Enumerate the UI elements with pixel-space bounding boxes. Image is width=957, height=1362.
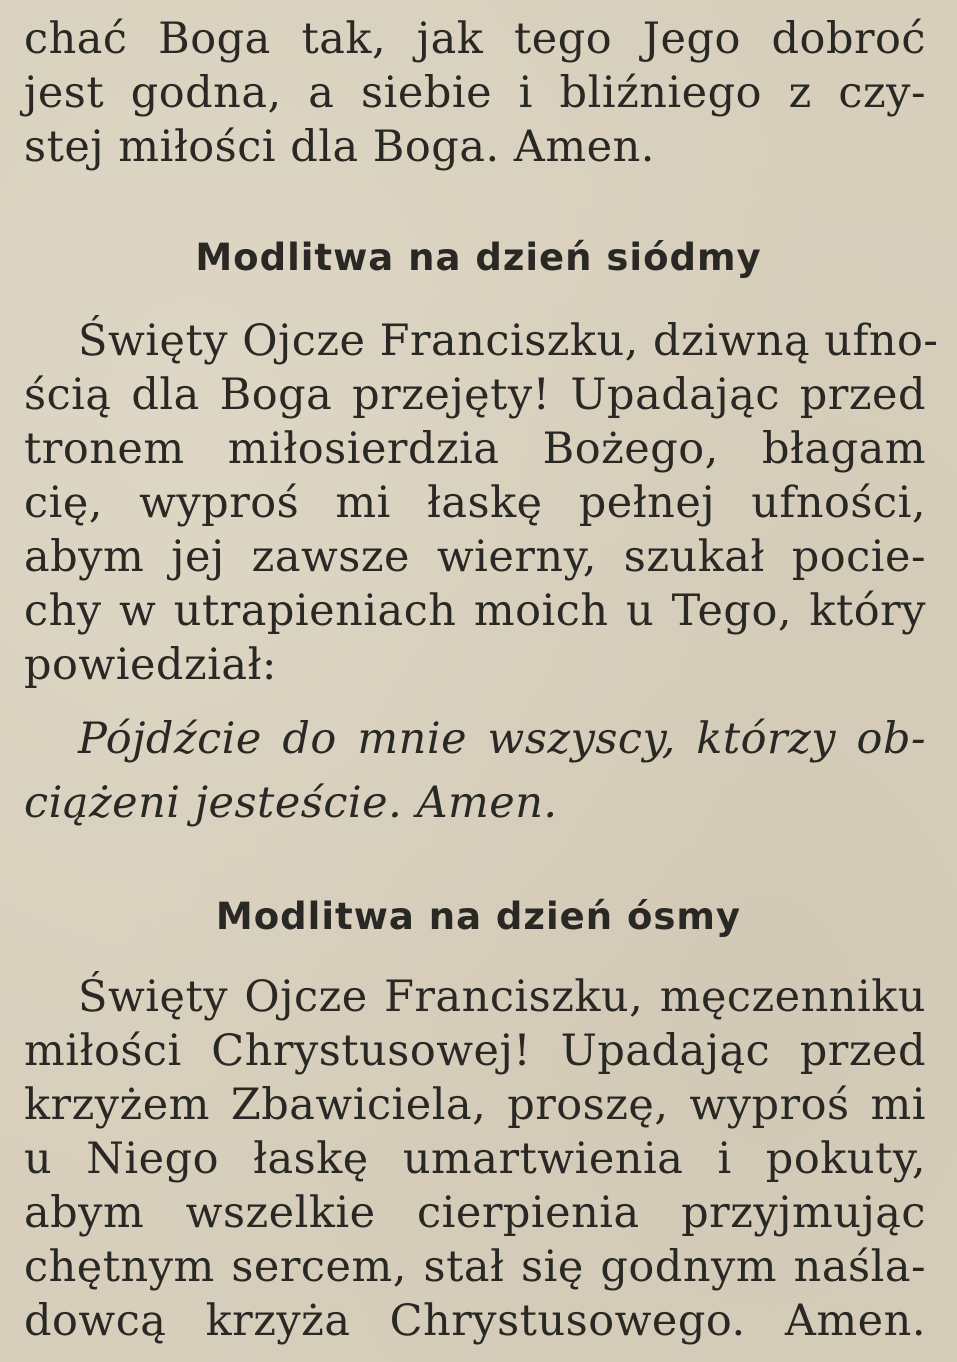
section-8-line-4: u Niego łaskę umartwienia i pokuty, [24, 1134, 926, 1184]
section-7-line-2: ścią dla Boga przejęty! Upadając przed [24, 370, 926, 420]
section-7-quote-line-1: Pójdźcie do mnie wszyscy, którzy ob- [78, 714, 926, 764]
section-7-quote-line-2: ciążeni jesteście. Amen. [24, 778, 558, 828]
intro-line-1: chać Boga tak, jak tego Jego dobroć [24, 14, 926, 64]
section-8-line-3: krzyżem Zbawiciela, proszę, wyproś mi [24, 1080, 926, 1130]
section-7-heading: Modlitwa na dzień siódmy [195, 236, 762, 279]
section-7-line-5: abym jej zawsze wierny, szukał pocie- [24, 532, 926, 582]
section-7-line-6: chy w utrapieniach moich u Tego, który [24, 586, 926, 636]
intro-line-3: stej miłości dla Boga. Amen. [24, 122, 655, 172]
intro-line-2: jest godna, a siebie i bliźniego z czy- [24, 68, 926, 118]
section-8-line-5: abym wszelkie cierpienia przyjmując [24, 1188, 926, 1238]
section-8-line-7: dowcą krzyża Chrystusowego. Amen. [24, 1296, 926, 1346]
section-7-line-3: tronem miłosierdzia Bożego, błagam [24, 424, 926, 474]
section-7-line-4: cię, wyproś mi łaskę pełnej ufności, [24, 478, 926, 528]
section-8-heading: Modlitwa na dzień ósmy [215, 895, 742, 938]
section-8-line-1: Święty Ojcze Franciszku, męczenniku [78, 972, 926, 1022]
section-7-line-7: powiedział: [24, 640, 277, 690]
section-7-line-1: Święty Ojcze Franciszku, dziwną ufno- [78, 316, 939, 366]
section-8-line-6: chętnym sercem, stał się godnym naśla- [24, 1242, 926, 1292]
section-8-line-2: miłości Chrystusowej! Upadając przed [24, 1026, 926, 1076]
